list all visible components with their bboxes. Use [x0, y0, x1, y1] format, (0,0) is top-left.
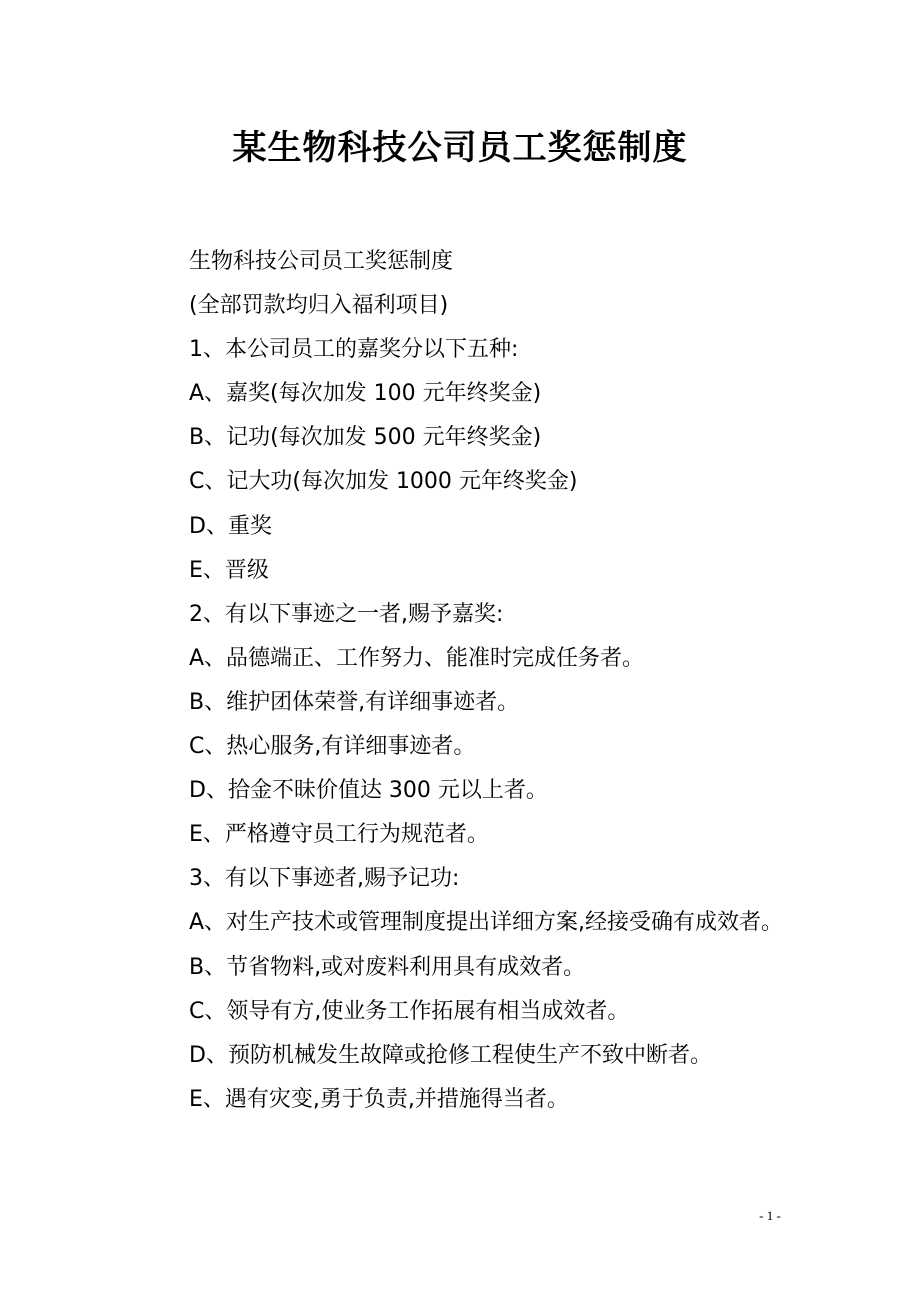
list-item: B、记功(每次加发 500 元年终奖金): [189, 425, 542, 451]
list-item: A、嘉奖(每次加发 100 元年终奖金): [189, 381, 542, 407]
list-item: C、热心服务,有详细事迹者。: [189, 734, 476, 760]
document-body: [140, 240, 790, 1122]
paragraph-section-2-heading: 2、有以下事迹之一者,赐予嘉奖:: [189, 601, 504, 627]
list-item: B、维护团体荣誉,有详细事迹者。: [189, 689, 520, 715]
list-item: B、节省物料,或对废料利用具有成效者。: [189, 954, 586, 980]
list-item: D、预防机械发生故障或抢修工程使生产不致中断者。: [189, 1042, 712, 1068]
list-item: A、对生产技术或管理制度提出详细方案,经接受确有成效者。: [189, 910, 784, 936]
list-item: A、品德端正、工作努力、能准时完成任务者。: [189, 645, 645, 671]
list-item: D、拾金不昧价值达 300 元以上者。: [189, 778, 548, 804]
list-item: E、严格遵守员工行为规范者。: [189, 822, 489, 848]
page-number: - 1 -: [759, 1208, 781, 1223]
paragraph-fine-note: (全部罚款均归入福利项目): [189, 293, 449, 319]
list-item: C、记大功(每次加发 1000 元年终奖金): [189, 469, 578, 495]
paragraph-section-3-heading: 3、有以下事迹者,赐予记功:: [189, 866, 460, 892]
list-item: C、领导有方,使业务工作拓展有相当成效者。: [189, 998, 630, 1024]
list-item: E、遇有灾变,勇于负责,并措施得当者。: [189, 1086, 569, 1112]
paragraph-subtitle: 生物科技公司员工奖惩制度: [189, 249, 454, 274]
document-title: 某生物科技公司员工奖惩制度: [232, 128, 688, 168]
paragraph-section-1-heading: 1、本公司员工的嘉奖分以下五种:: [189, 337, 519, 363]
list-item: E、晋级: [189, 557, 269, 583]
list-item: D、重奖: [189, 513, 272, 539]
